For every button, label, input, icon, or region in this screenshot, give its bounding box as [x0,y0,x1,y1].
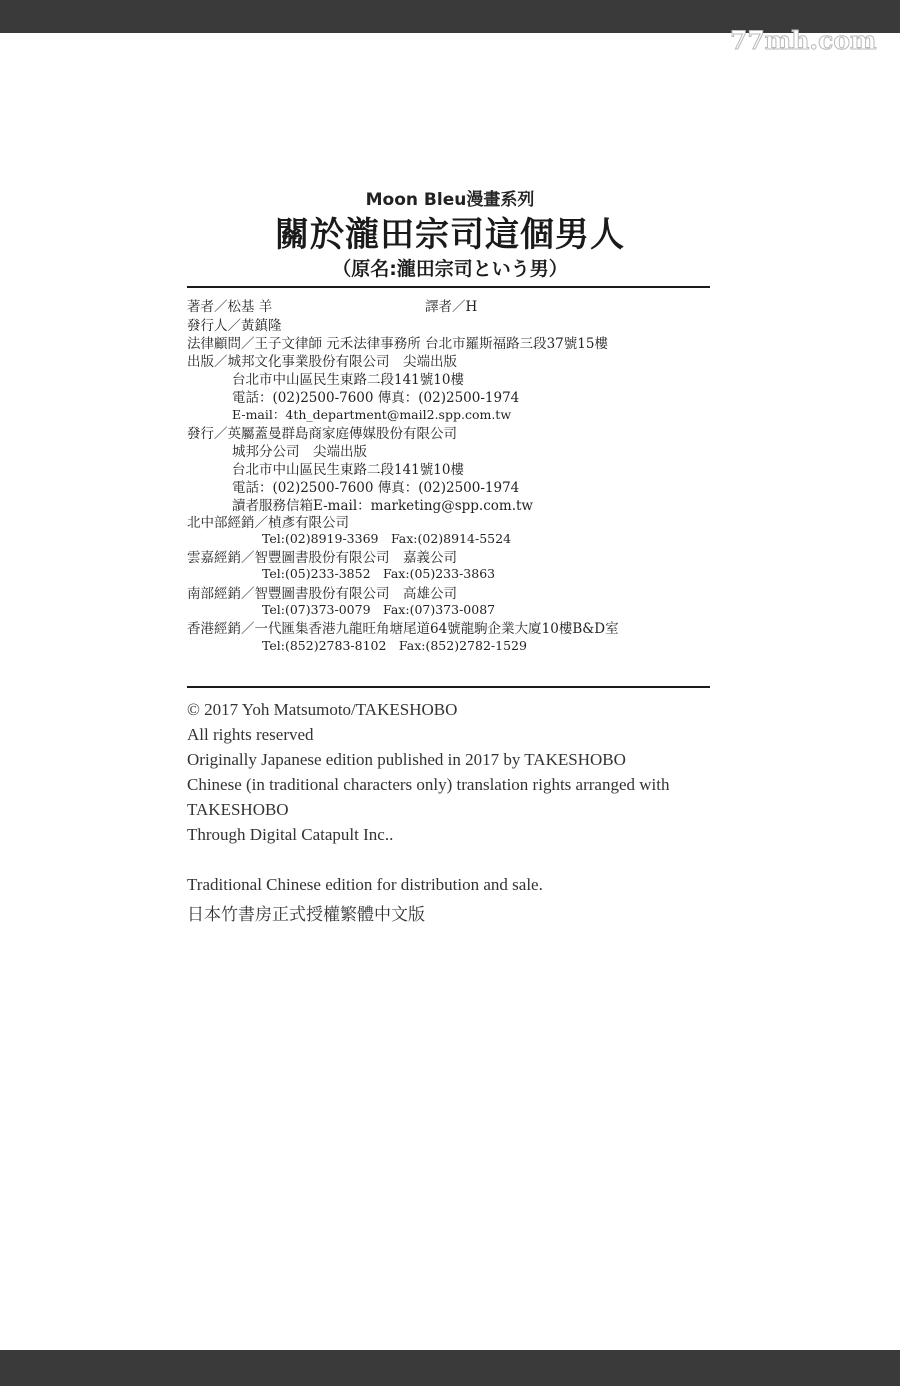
credit-line: 雲嘉經銷／智豐圖書股份有限公司 嘉義公司 [187,550,457,566]
credit-line: 發行人／黃鎮隆 [187,318,282,334]
credit-line: Tel:(02)8919-3369 Fax:(02)8914-5524 [262,531,512,546]
author-line: 著者／松基 羊 [187,299,273,315]
bottom-divider [187,686,710,688]
copyright-line: © 2017 Yoh Matsumoto/TAKESHOBO [187,700,458,719]
credit-line: 台北市中山區民生東路二段141號10樓 [232,372,464,388]
translation-rights-line: Chinese (in traditional characters only) translation rights arranged with [187,775,670,794]
watermark: 77mh.com [730,26,877,55]
credit-line: E-mail：4th_department@mail2.spp.com.tw [232,407,512,422]
book-title: 關於瀧田宗司這個男人 [275,215,625,255]
credit-line: Tel:(852)2783-8102 Fax:(852)2782-1529 [262,638,527,653]
translator-line: 譯者／H [425,299,478,315]
credit-line: 讀者服務信箱E-mail：marketing@spp.com.tw [232,498,533,514]
credit-line: 發行／英屬蓋曼群島商家庭傳媒股份有限公司 [187,426,457,442]
credit-line: 城邦分公司 尖端出版 [232,444,367,460]
credit-line: 北中部經銷／楨彥有限公司 [187,515,349,531]
credit-line: Tel:(05)233-3852 Fax:(05)233-3863 [262,566,496,581]
credit-line: 電話：(02)2500-7600 傳真：(02)2500-1974 [232,480,520,496]
authorization-line: 日本竹書房正式授權繁體中文版 [187,905,425,924]
credit-line: 出版／城邦文化事業股份有限公司 尖端出版 [187,354,457,370]
top-divider [187,286,710,288]
original-title: （原名:瀧田宗司という男） [332,258,568,280]
publisher-line: TAKESHOBO [187,800,289,819]
credit-line: 香港經銷／一代匯集香港九龍旺角塘尾道64號龍駒企業大廈10樓B&D室 [187,621,619,637]
credit-line: 台北市中山區民生東路二段141號10樓 [232,462,464,478]
credit-line: 電話：(02)2500-7600 傳真：(02)2500-1974 [232,390,520,406]
credit-line: 南部經銷／智豐圖書股份有限公司 高雄公司 [187,586,457,602]
agent-line: Through Digital Catapult Inc.. [187,825,394,844]
credit-line: 法律顧問／王子文律師 元禾法律事務所 台北市羅斯福路三段37號15樓 [187,336,608,352]
distribution-line: Traditional Chinese edition for distribution and sale. [187,875,543,894]
credit-line: Tel:(07)373-0079 Fax:(07)373-0087 [262,602,496,617]
series-name: Moon Bleu漫畫系列 [365,190,535,210]
edition-line: Originally Japanese edition published in 2017 by TAKESHOBO [187,750,626,769]
rights-line: All rights reserved [187,725,314,744]
bottom-bar [0,1350,900,1386]
